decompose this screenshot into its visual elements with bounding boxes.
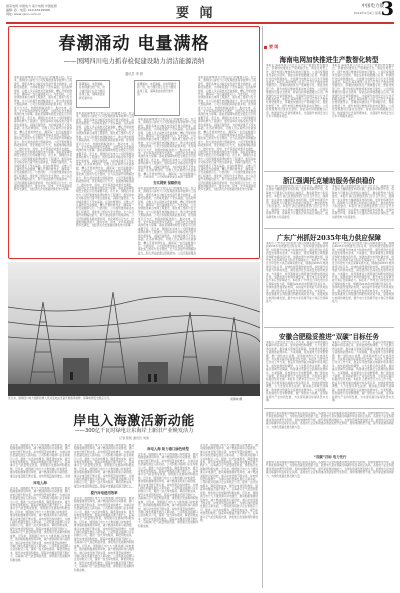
feature-byline: 记者 陈凯 通讯员 刘睿 (119, 436, 149, 440)
masthead-line: 国家电网 中国电力 南方电网 中国能源 (6, 4, 57, 8)
lead-column-3-wrap (138, 118, 196, 255)
feature-column-4: 近年来，国网浙江电力大力推进港口岸电建设，推动船舶靠港使用岸电，减少燃油消耗和污染排放。港口岸电设施不断完善，岸电使用量持续增长，为港口绿色低碳发展注入新动能。公司积极对接港口企业和航运公司，提供一站式岸电服务，降低用电成本，提升岸电使用积极性。随着岸电覆盖范围不断扩大，沿海港口空气质量明显改善，绿色航运发展取得积极成效。近年来，国网浙江电力大力推进港口岸电建设，推动船舶靠港使用岸电，减少燃油消耗和污染排放。港口岸电设施不断完善，岸电使用量持续增长，为港口绿色低碳发展注入新动能。公司积极对接港口企业和航运公司，提供一站式岸电服务，降低用电成本，提升岸电使用积极性。随着岸电覆盖范围不断扩大，沿海港口空气质量明显改善，绿色航运发展取得积极成效。近年来，国网浙江电力大力推进港口岸电建设，推动船舶靠港使用岸电，减少燃油消耗和污染排放。港口岸电设施不断完善，岸电使用量持续增长，为港口绿色低碳发展注入新动能。公司积极对接港口企业和航运公司，提供一站式岸电服务，降低用电成本，提升岸电使用积极性。随着岸电覆盖范围不断扩大，沿海港口空气质量明显改善，绿色航运发展取得积极成效。 (200, 444, 258, 522)
feature-text: 近年来，国网浙江电力大力推进港口岸电建设，推动船舶靠港使用岸电，减少燃油消耗和污染排放。港口岸电设施不断完善，岸电使用量持续增长，为港口绿色低碳发展注入新动能。公司积极对接港口企业和航运公司，提供一站式岸电服务，降低用电成本，提升岸电使用积极性。随着岸电覆盖范围不断扩大，沿海港口空气质量明显改善，绿色航运发展取得积极成效。近年来，国网浙江电力大力推进港口岸电建设，推动船舶靠港使用岸电，减少燃油消耗和污染排放。港口岸电设施不断完善，岸电使用量持续增长，为港口绿色低碳发展注入新动能。公司积极对接港口企业和航运公司，提供一站式岸电服务，降低用电成本，提升岸电使用积极性。随着岸电覆盖范围不断扩大，沿海港口空气质量明显改善，绿色航运发展取得积极成效。近年来，国网浙江电力大力推进港口岸电建设，推动船舶靠港使用岸电，减少燃油消耗和污染排放。港口岸电设施不断完善，岸电使用量持续增长，为港口绿色低碳发展注入新动能。公司积极对接港口企业和航运公司，提供一站式岸电服务，降低用电成本，提升岸电使用积极性。随着岸电覆盖范围不断扩大，沿海港口空气质量明显改善，绿色航运发展取得积极成效。 (10, 487, 70, 562)
story-text: 本报讯 浙江能源监管部门近日召开会议，强调进一步完善电力辅助服务市场机制，发挥市场调节作用，保障电力可靠供应和价格总体稳定，推动新型电力系统建设。本报讯 浙江能源监管部门近日召开会议，强调进一步完善电力辅助服务市场机制，发挥市场调节作用，保障电力可靠供应和价格总体稳定，推动新型电力系统建设。本报讯 浙江能源监管部门近日召开会议，强调进一步完善电力辅助服务市场机制，发挥市场调节作用，保障电力可靠供应和价格总体稳定，推动新型电力系统建设。 (266, 185, 328, 219)
masthead-info (6, 4, 126, 17)
right-kicker: 要 闻 (264, 44, 278, 50)
story-text: 本报讯 海南电网公司近日召开生产数智化转型推进会，部署加快推进生产领域数字化、智能化转型工作，提升电网运维效率和供电可靠性。公司将统筹推进设备状态感知、智能巡检和数据融合应用，构建现代化设备管理体系，全面提升电网安全运行水平和服务质量。本报讯 海南电网公司近日召开生产数智化转型推进会，部署加快推进生产领域数字化、智能化转型工作，提升电网运维效率和供电可靠性。公司将统筹推进设备状态感知、智能巡检和数据融合应用，构建现代化设备管理体系，全面提升电网安全运行水平和服务质量。本报讯 海南电网公司近日召开生产数智化转型推进会，部署加快推进生产领域数字化、智能化转型工作，提升电网运维效率和供电可靠性。公司将统筹推进设备状态感知、智能巡检和数据融合应用，构建现代化设备管理体系，全面提升电网安全运行水平和服务质量。 (266, 64, 328, 119)
story-headline[interactable]: 海南电网加快推进生产数智化转型 (279, 56, 379, 64)
masthead-rule (6, 22, 394, 24)
feature-text: 近年来，国网浙江电力大力推进港口岸电建设，推动船舶靠港使用岸电，减少燃油消耗和污染排放。港口岸电设施不断完善，岸电使用量持续增长，为港口绿色低碳发展注入新动能。公司积极对接港口企业和航运公司，提供一站式岸电服务，降低用电成本，提升岸电使用积极性。随着岸电覆盖范围不断扩大，沿海港口空气质量明显改善，绿色航运发展取得积极成效。近年来，国网浙江电力大力推进港口岸电建设，推动船舶靠港使用岸电，减少燃油消耗和污染排放。港口岸电设施不断完善，岸电使用量持续增长，为港 (10, 444, 70, 478)
story-text: 本报讯 广州市近日印发电力供应保障实施方案，明确到2035年电网建设目标任务，加快构建坚强智能电网，持续提升供电能力和供电质量，满足经济社会高质量发展用电需求。方案提出，将统筹推进主网架建设和配电网改造升级，加强电源与电网协调发展，提升电力系统调节能力和应急保障能力。本报讯 广州市近日印发电力供应保障实施方案，明确到2035年电网建设目标任务，加快构建坚强智能电网，持续提升供电能力和供电质量，满足经济社会高质量发展用电需求。方案提出，将统筹推进主网架建设和配电网改造升级，加强电源与电网协调发展，提升电力系统调节能力和应急保障能力。本报讯 广州市近日印发电力供应保障实施方案，明确到2035年电网建设目标任务，加快构建坚强智能电网，持续提升供电能力和供电质量，满足经济社会高质量发展用电需求。方案提出，将统筹推进主网架建设和配电网改造升级，加强电源与电网协调发展，提升电力系统调节能力和应急保障能力。 (332, 242, 394, 303)
section-title: 要 闻 (176, 6, 216, 21)
bottom-right-story (266, 412, 394, 589)
story-divider (264, 171, 394, 172)
feature-section-title: 岸电入海 助力港口绿色转型 (147, 447, 189, 451)
story-text: 本报讯 广州市近日印发电力供应保障实施方案，明确到2035年电网建设目标任务，加快构建坚强智能电网，持续提升供电能力和供电质量，满足经济社会高质量发展用电需求。方案提出，将统筹推进主网架建设和配电网改造升级，加强电源与电网协调发展，提升电力系统调节能力和应急保障能力。本报讯 广州市近日印发电力供应保障实施方案，明确到2035年电网建设目标任务，加快构建坚强智能电网，持续提升供电能力和供电质量，满足经济社会高质量发展用电需求。方案提出，将统筹推进主网架建设和配电网改造升级，加强电源与电网协调发展，提升电力系统调节能力和应急保障能力。本报讯 广州市近日印发电力供应保障实施方案，明确到2035年电网建设目标任务，加快构建坚强智能电网，持续提升供电能力和供电质量，满足经济社会高质量发展用电需求。方案提出，将统筹推进主网架建设和配电网改造升级，加强电源与电网协调发展，提升电力系统调节能力和应急保障能力。 (266, 242, 328, 303)
lead-subhead: ——国网四川电力抓春检促建设助力清洁能源消纳 (63, 57, 205, 65)
lead-column-3b: 春检是保障电网安全稳定运行的重要手段。连日来，国网四川省电力公司统筹推进春季检修与工程建设，组织各单位对输变电设备开展全面排查，消除设备隐患，为迎峰度夏打下坚实基础。在各检修现场，运维人员认真核对设备参数，精心开展检修作业，确保每一台设备健康运行。与此同时，公司加快推进重点电网工程建设，强化施工组织与安全管控，全力以赴提升电网输送能力，助力清洁能源大规模消纳。公司还积极服务新能源并网，优化调度运行方式，挖掘电网输送潜力，推动水电、风电、光伏等清洁能源多发满发，为经济社会发展提供绿色电力保障。春检是保障电网安全稳定运行的重要手段。连日来，国网四川省电力公司统筹推进春季检修与工程建设，组织各单位对输变电设备开展全面排查，消除设备隐患，为迎峰度夏打下坚实基础。在各检修现场，运维人员认真核对设备参数，精心开展检修作业，确保每一台设备健康运行。与此同时，公司加快推进重点电网工程建设，强化施工组织与安全管控，全力以赴提升电网输送能力，助力清洁能源大规模消纳。公司还积极服务 (138, 187, 196, 255)
story-text: 本报讯 合肥市近日出台工作方案，稳妥有序推进碳达峰碳中和各项任务，加快能源结构调整，大力发展可再生能源，推动重点领域节能降碳，构建清洁低碳安全高效的能源体系。方案明确，将加强电力需求侧管理，推广绿色电力消费，促进新能源与产业协同发展，为实现双碳目标提供坚实支撑。本报讯 合肥市近日出台工作方案，稳妥有序推进碳达峰碳中和各项任务，加快能源结构调整，大力发展可再生能源，推动重点领域节能降碳，构建清洁低碳安全高效的能源体系。方案明确，将加强电力需求侧管理，推广绿色电力消费，促进新能源与产业协同发展，为实现双碳目标提供坚实支撑。本报讯 合肥市近日出台工作方案，稳妥有序推进碳达峰碳中和各项任务，加快能源结构调整，大力发展可再生能源，推动重点领域节能降碳，构建清洁低碳安全高效的能源体系。方案明确，将加强电力需求侧管理，推广绿色电力消费，促进新能源与产业协同发展，为实现双碳目标提供坚实支撑。 (266, 341, 328, 402)
feature-column-1 (10, 444, 70, 587)
lead-pullquote: 春潮涌动，电量满格。在电网建设的一线，电力建设者正在全力推进各项工程，保障清洁能源可靠外送。 (76, 80, 110, 108)
lead-column-2: 春检是保障电网安全稳定运行的重要手段。连日来，国网四川省电力公司统筹推进春季检修与工程建设，组织各单位对输变电设备开展全面排查，消除设备隐患，为迎峰度夏打下坚实基础。在各检修现场，运维人员认真核对设备参数，精心开展检修作业，确保每一台设备健康运行。与此同时，公司加快推进重点电网工程建设，强化施工组织与安全管控，全力以赴提升电网输送能力，助力清洁能源大规模消纳。公司还积极服务新能源并网，优化调度运行方式，挖掘电网输送潜力，推动水电、风电、光伏等清洁能源多发满发，为经济社会发展提供绿色电力保障。春检是保障电网安全稳定运行的重要手段。连日来，国网四川省电力公司统筹推进春季检修与工程建设，组织各单位对输变电设备开展全面排查，消除设备隐患，为迎峰度夏打下坚实基础。在各检修现场，运维人员认真核对设备参数，精心开展检修作业，确保每一台设备健康运行。与此同时，公司加快推进重点电网工程建设，强化施工组织与安全管控，全力以赴提升电网输送能力，助力清洁能源大规模消纳。公司还积极服务新能源并网，优化调度运行方式，挖掘电网输送潜力，推动水电、风电、光伏等清洁能源多发满发，为经济社会发展提供绿色电力保障。春检是保障电网安全稳定运行的重要手段。连日来，国网四川省电力公司统筹推进春季检修与工程建设，组织各单位对输变电设备开展全面排查，消除设备隐患，为迎峰度夏打下坚实基础。在各检修现场，运维人员认真核对设备参数，精心开展检修作业，确保每一台设备健康运行。与此同时，公司加快推进重点电网工程建设，强化施工组织与安全管控，全力以赴提升电网输送能力，助力清洁能源大规模消纳。公司还积极服务新能源并网，优化调度运行方式，挖掘电网输送潜力，推动水电、风电、光伏等清洁能源多发满发，为经济社会发展提供绿色电力保障。 (76, 112, 134, 228)
story-headline[interactable]: 浙江强调托克辅助服务保供稳价 (282, 177, 376, 185)
feature-subhead: ——300亿千瓦时绿电让东海岸上新旧产业焕发活力 (74, 428, 194, 434)
story-divider (264, 408, 394, 409)
photo-credit: 何锦林 摄 (230, 397, 243, 401)
substation-illustration (8, 262, 260, 396)
lead-column-3: 春检是保障电网安全稳定运行的重要手段。连日来，国网四川省电力公司统筹推进春季检修与工程建设，组织各单位对输变电设备开展全面排查，消除设备隐患，为迎峰度夏打下坚实基础。在各检修现场，运维人员认真核对设备参数，精心开展检修作业，确保每一台设备健康运行。与此同时，公司加快推进重点电网工程建设，强化施工组织与安全管控，全力以赴提升电网输送能力，助力清洁能源大规模消纳。公司还积极服务新能源并网，优化调度运行方式，挖掘电网输送潜力，推动水电、风电、光伏等清洁能源多发满发，为经济社会发展提供绿色电力保障。春检是保障电网安全稳定运行的重要手段。连日来，国网四川省电力公司统筹推进春季检修与工程建设，组织各单位对输变电设备开展全面排查，消除设备隐患，为迎峰度夏打下坚实基础。在各检修现场，运维人员认真核对设备参数，精心开展检修作业，确保每一台设备健康运行。与此同时，公司加快推进重点电网工程建设， (138, 118, 196, 178)
story-divider (264, 228, 394, 229)
feature-text: 近年来，国网浙江电力大力推进港口岸电建设，推动船舶靠港使用岸电，减少燃油消耗和污染排放。港口岸电设施不断完善，岸电使用量持续增长，为港口绿色低碳发展注入新动能。公司积极对接港口企业和航运公司，提供一站式岸电服务，降低用电成本，提升岸电使用积极性。随着岸电覆盖范围不断扩大，沿海港口空气质量明显改善，绿色航运发展取得积极成效。近年来，国网浙江电力大力推进港口岸电建设，推动船舶靠港使用岸电，减少燃油消耗和污染排放。港口岸电设施不断完善，岸电使用量持续增长，为港口绿色低碳发展注入新动能。公司积极对接港口企业和航运公司，提供一站式岸电服务，降低用电成本，提升岸电使用积极性。随着岸电覆盖范围不断扩大，沿海港口空气质量明显改善，绿色航运发展取得积极成效。近年来，国网浙江电力大力推进港口岸电建设，推动船舶靠港使用岸电，减少燃油消耗和污染排放。港口岸电设施不断完善，岸电使用量持续增长，为港口绿色低碳发展注入新动能。公司积极对接港口企业和航运公司，提供一站式岸电服务，降低用电成本，提升岸电使用积极性。随着岸电覆盖范围不断扩大，沿海港口空气质量明显改善，绿色航运发展取得积极成效。 (74, 497, 134, 572)
masthead-line: 网址: www.cpnn.com.cn (6, 12, 42, 17)
story-divider (264, 327, 394, 328)
paper-name: 中国电力报 (361, 4, 384, 9)
story-headline[interactable]: 安徽合肥稳妥推进“双碳”目标任务 (279, 333, 379, 341)
lead-byline: 通讯员 李 晨 (125, 72, 143, 76)
story-text: 本报讯 浙江能源监管部门近日召开会议，强调进一步完善电力辅助服务市场机制，发挥市场调节作用，保障电力可靠供应和价格总体稳定，推动新型电力系统建设。本报讯 浙江能源监管部门近日召开会议，强调进一步完善电力辅助服务市场机制，发挥市场调节作用，保障电力可靠供应和价格总体稳定，推动新型电力系统建设。本报讯 浙江能源监管部门近日召开会议，强调进一步完善电力辅助服务市场机制，发挥市场调节作用，保障电力可靠供应和价格总体稳定，推动新型电力系统建设。 (332, 185, 394, 219)
page-number: 3 (380, 0, 394, 20)
feature-text: 近年来，国网浙江电力大力推进港口岸电建设，推动船舶靠港使用岸电，减少燃油消耗和污染排放。港口岸电设施不断完善，岸电使用量持续增长，为港口绿色低碳发展注入新动能。公司积极对接港口企业和航运公司，提供一站式岸电服务，降低用电成本，提升岸电使用积极性。随着岸电覆盖范围不断扩大，沿海港口空气质量明显改善，绿色航运发展取得积极成效。近年来，国网浙江电力大力推进港口岸电建设，推动船舶靠港使用岸电，减少燃油消耗和污染排放。港口岸电设施不断完善，岸电使用量持续增长，为港口绿色低碳发展注入新动能。公司积极对接港口企业和航运公司，提供一站式岸电服务，降低用电成本，提升岸电使用积极性。随着岸电覆盖范围不断扩大，沿海港口空气质量明显改善，绿色航运发展取得积极成效。近年来，国网浙江电力大力推进港口岸电建设，推动船舶靠港使用岸电，减少燃油消耗和污染排放。港口岸电设施不断完善，岸电使用量持续增长，为港口绿色低碳发展注入新动能。公司积极对接港口企业和航运公司，提供一站式岸电服务，降低用电成本，提升岸电使用积极性。随着岸电覆盖范围不断扩大，沿海港口空气质量明显改善，绿色航运发展取得积极成效。 (138, 453, 198, 528)
feature-headline[interactable]: 岸电入海激活新动能 (73, 414, 195, 429)
story-text: 本报讯 合肥市近日出台工作方案，稳妥有序推进碳达峰碳中和各项任务，加快能源结构调整，大力发展可再生能源，推动重点领域节能降碳，构建清洁低碳安全高效的能源体系。方案明确，将加强电力需求侧管理，推广绿色电力消费，促进新能源与产业协同发展，为实现双碳目标提供坚实支撑。本报讯 合肥市近日出台工作方案，稳妥有序推进碳达峰碳中和各项任务，加快能源结构调整，大力发展可再生能源，推动重点领域节能降碳，构建清洁低碳安全高效的能源体系。方案明确，将加强电力需求侧管理，推广绿色电力消费，促进新能源与产业协同发展，为实现双碳目标提供坚实支撑。本报讯 合肥市近日出台工作方案，稳妥有序推进碳达峰碳中和各项任务，加快能源结构调整，大力发展可再生能源，推动重点领域节能降碳，构建清洁低碳安全高效的能源体系。方案明确，将加强电力需求侧管理，推广绿色电力消费，促进新能源与产业协同发展，为实现双碳目标提供坚实支撑。 (332, 341, 394, 402)
photo-caption: 连日来，国网四川电力组织检修人员对变电站设备开展春季检修，保障电网安全稳定运行。 (8, 397, 112, 400)
masthead-line: 编辑: 孙 · 电话: 010-63416588 (6, 8, 50, 13)
story-headline[interactable]: 广东广州抓好2035年电力供应保障 (276, 234, 382, 242)
feature-column-3 (138, 444, 198, 589)
lead-column-4: 春检是保障电网安全稳定运行的重要手段。连日来，国网四川省电力公司统筹推进春季检修与工程建设，组织各单位对输变电设备开展全面排查，消除设备隐患，为迎峰度夏打下坚实基础。在各检修现场，运维人员认真核对设备参数，精心开展检修作业，确保每一台设备健康运行。与此同时，公司加快推进重点电网工程建设，强化施工组织与安全管控，全力以赴提升电网输送能力，助力清洁能源大规模消纳。公司还积极服务新能源并网，优化调度运行方式，挖掘电网输送潜力，推动水电、风电、光伏等清洁能源多发满发，为经济社会发展提供绿色电力保障。春检是保障电网安全稳定运行的重要手段。连日来，国网四川省电力公司统筹推进春季检修与工程建设，组织各单位对输变电设备开展全面排查，消除设备隐患，为迎峰度夏打下坚实基础。在各检修现场，运维人员认真核对设备参数，精心开展检修作业，确保每一台设备健康运行。与此同时，公司加快推进重点电网工程建设，强化施工组织与安全管控，全力以赴提升电网输送能力，助力清洁能源大规模消纳。公司还积极服务新能源并网，优化调度运行方式，挖掘电网输送潜力，推动水电、风电、光伏等清洁能源多发满发，为经济社会发展提供绿色电力保障。春检是保障电网安全稳定运行的重要手段。连日来，国网四川省电力公司统筹推进春季检修与工程建设，组织各单位对输变电设备开展全面排查，消除设备隐患，为迎峰度夏打下坚实基础。在各检修现场，运维人员认真核对设备参数，精心开展检修作业，确保每一台设备健康运行。与此同时，公司加快推进重点电网工程建设，强化施工组织与安全管控，全力以赴提升电网输送能力，助力清洁能源大规模消纳。公司还积极服务新能源并网，优化调度运行方式，挖掘电网输送潜力，推动水电、风电、光伏等清洁能源多发满发，为经济社会发展提供绿色电力保障。 (198, 76, 256, 192)
substation-photo[interactable] (8, 262, 260, 396)
story-text: 本报讯 海南电网公司近日召开生产数智化转型推进会，部署加快推进生产领域数字化、智能化转型工作，提升电网运维效率和供电可靠性。公司将统筹推进设备状态感知、智能巡检和数据融合应用，构建现代化设备管理体系，全面提升电网安全运行水平和服务质量。本报讯 海南电网公司近日召开生产数智化转型推进会，部署加快推进生产领域数字化、智能化转型工作，提升电网运维效率和供电可靠性。公司将统筹推进设备状态感知、智能巡检和数据融合应用，构建现代化设备管理体系，全面提升电网安全运行水平和服务质量。本报讯 海南电网公司近日召开生产数智化转型推进会，部署加快推进生产领域数字化、智能化转型工作，提升电网运维效率和供电可靠性。公司将统筹推进设备状态感知、智能巡检和数据融合应用，构建现代化设备管理体系，全面提升电网安全运行水平和服务质量。 (332, 64, 394, 119)
feature-section-title: 提升岸电使用效率 (90, 491, 118, 495)
lead-headline[interactable]: 春潮涌动 电量满格 (58, 34, 210, 54)
story-text: 能源电力是实现碳达峰碳中和目标的主战场。各级电力企业积极推动清洁能源开发利用，加快电网转型升级，提升新能源消纳能力，为绿色低碳发展贡献力量。能源电力是实现碳达峰碳中和目标的主战场。各级电力企业积极推动清洁能源开发利用，加快电网转型升级，提升新能源消纳能力，为绿色低碳发展贡献力量。能源电力是实现碳达峰碳中和目标的主战场。各级电力企业积极推动清洁能源开发利用，加快电网转型升级，提升新能源消纳能力，为绿色低碳发展贡献力量。 (266, 412, 394, 429)
lead-subsection-title: 夯实网架 保障供电 (153, 181, 181, 185)
column-divider (262, 26, 263, 588)
story-text: 能源电力是实现碳达峰碳中和目标的主战场。各级电力企业积极推动清洁能源开发利用，加快电网转型升级，提升新能源消纳能力，为绿色低碳发展贡献力量。能源电力是实现碳达峰碳中和目标的主战场。各级电力企业积极推动清洁能源开发利用，加快电网转型升级，提升新能源消纳能力，为绿色低碳发展贡献力量。能源电力是实现碳达峰碳中和目标的主战场。各级电力企业积极推动清洁能源开发利用，加快电网转型升级，提升新能源消纳能力，为绿色低碳发展贡献力量。 (266, 461, 394, 478)
issue-date: 2024年9月4日 星期三 (353, 11, 384, 15)
lead-column-1: 春检是保障电网安全稳定运行的重要手段。连日来，国网四川省电力公司统筹推进春季检修与工程建设，组织各单位对输变电设备开展全面排查，消除设备隐患，为迎峰度夏打下坚实基础。在各检修现场，运维人员认真核对设备参数，精心开展检修作业，确保每一台设备健康运行。与此同时，公司加快推进重点电网工程建设，强化施工组织与安全管控，全力以赴提升电网输送能力，助力清洁能源大规模消纳。公司还积极服务新能源并网，优化调度运行方式，挖掘电网输送潜力，推动水电、风电、光伏等清洁能源多发满发，为经济社会发展提供绿色电力保障。春检是保障电网安全稳定运行的重要手段。连日来，国网四川省电力公司统筹推进春季检修与工程建设，组织各单位对输变电设备开展全面排查，消除设备隐患，为迎峰度夏打下坚实基础。在各检修现场，运维人员认真核对设备参数，精心开展检修作业，确保每一台设备健康运行。与此同时，公司加快推进重点电网工程建设，强化施工组织与安全管控，全力以赴提升电网输送能力，助力清洁能源大规模消纳。公司还积极服务新能源并网，优化调度运行方式，挖掘电网输送潜力，推动水电、风电、光伏等清洁能源多发满发，为经济社会发展提供绿色电力保障。春检是保障电网安全稳定运行的重要手段。连日来，国网四川省电力公司统筹推进春季检修与工程建设，组织各单位对输变电设备开展全面排查，消除设备隐患，为迎峰度夏打下坚实基础。在各检修现场，运维人员认真核对设备参数，精心开展检修作业，确保每一台设备健康运行。与此同时，公司加快推进重点电网工程建设，强化施工组织与安全管控，全力以赴提升电网输送能力，助力清洁能源大规模消纳。公司还积极服务新能源并网，优化调度运行方式，挖掘电网输送潜力，推动水电、风电、光伏等清洁能源多发满发，为经济社会发展提供绿色电力保障。 (14, 76, 72, 192)
bottom-story-title[interactable]: “双碳”目标 电力先行 (313, 455, 347, 459)
feature-text: 近年来，国网浙江电力大力推进港口岸电建设，推动船舶靠港使用岸电，减少燃油消耗和污染排放。港口岸电设施不断完善，岸电使用量持续增长，为港口绿色低碳发展注入新动能。公司积极对接港口企业和航运公司，提供一站式岸电服务，降低用电成本，提升岸电使用积极性。随着岸电覆盖范围不断扩大，沿海港口空气质量明显改善，绿色航运发展取得积极成效。近年来，国网浙江电力大力推进港口岸电建设，推动船舶靠港使用岸电，减少燃油消耗和污染排放。港口岸电设施不断完善，岸电使用量持续增长，为港口绿色低碳发展注入新动能。公司积极对接港口企业和航运公司，提供一站式岸电服务，降低用电成本，提升岸电使用积极性。随着岸电覆盖范围不断扩大， (74, 444, 134, 488)
feature-column-2 (74, 444, 134, 589)
lead-pullquote-2: 春潮涌动，电量满格。在电网建设的一线，电力建设者正在全力推进各项工程，保障清洁能源可靠外送。 (134, 80, 180, 116)
feature-section-title: 岸电入海 (33, 481, 47, 485)
